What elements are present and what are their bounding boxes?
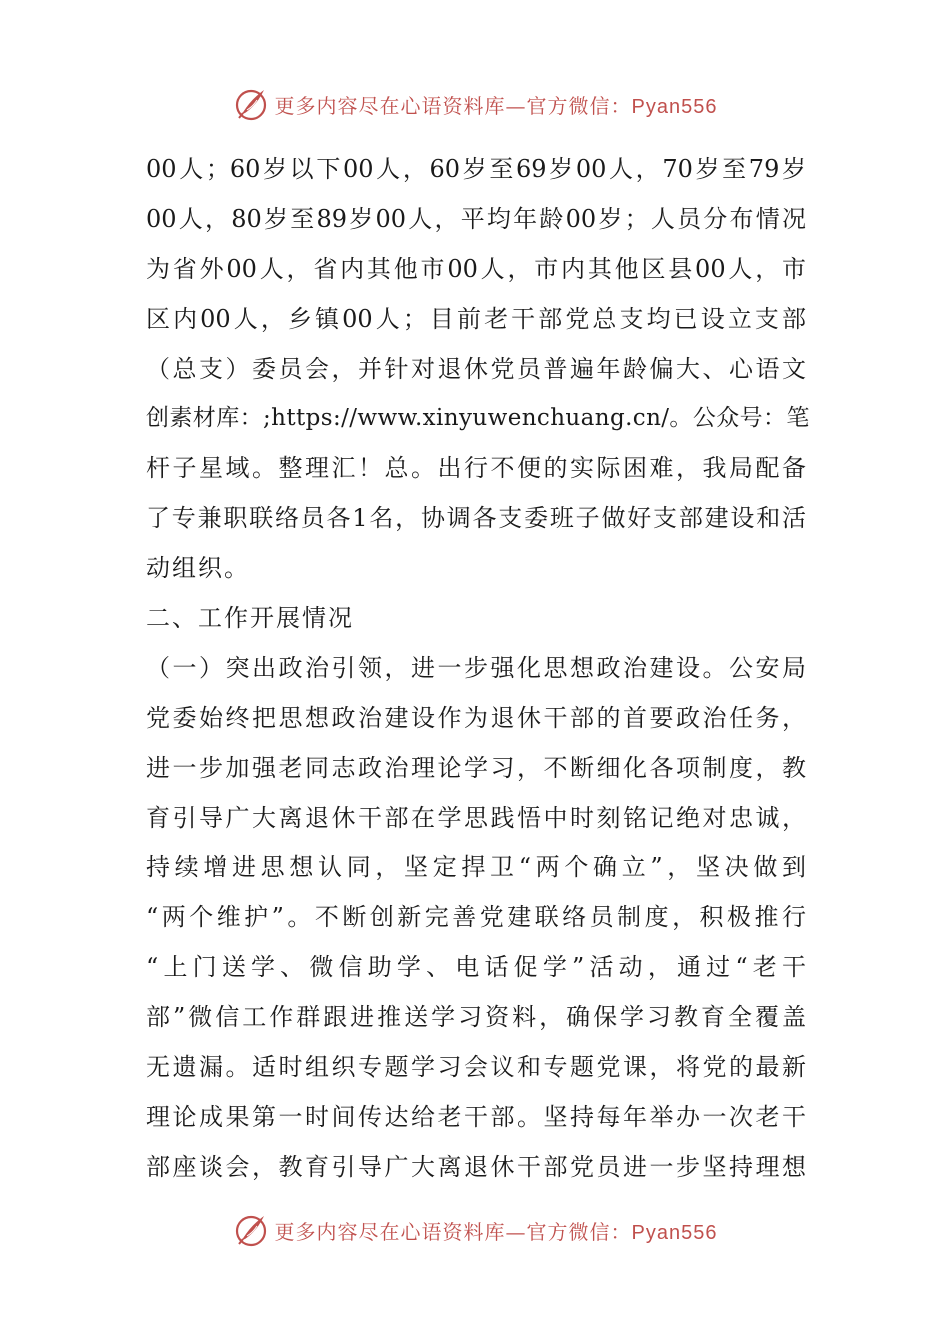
- text-line: （一）突出政治引领，进一步强化思想政治建设。公安局: [146, 653, 806, 682]
- quill-pen-logo-icon: [233, 1212, 269, 1248]
- text-line: 党委始终把思想政治建设作为退休干部的首要政治任务，: [146, 703, 806, 732]
- watermark-text: 更多内容尽在心语资料库—官方微信：Pyan556: [274, 93, 718, 118]
- text-line: 00人，80岁至89岁00人，平均年龄00岁；人员分布情况: [146, 204, 806, 233]
- text-line: “上门送学、微信助学、电话促学”活动，通过“老干: [146, 953, 806, 982]
- text-line: 动组织。: [146, 554, 250, 583]
- text-line: 区内00人，乡镇00人；目前老干部党总支均已设立支部: [146, 304, 806, 333]
- header-watermark: [0, 84, 950, 124]
- quill-pen-logo-icon: [233, 86, 269, 122]
- text-line: 育引导广大离退休干部在学思践悟中时刻铭记绝对忠诚，: [146, 803, 806, 832]
- text-line: 持续增进思想认同，坚定捍卫“两个确立”，坚决做到: [146, 853, 806, 882]
- watermark-wechat-id: Pyan556: [631, 1221, 718, 1244]
- text-line: “两个维护”。不断创新完善党建联络员制度，积极推行: [146, 903, 806, 932]
- text-line: 00人；60岁以下00人，60岁至69岁00人，70岁至79岁: [146, 155, 806, 183]
- text-line: （总支）委员会，并针对退休党员普遍年龄偏大、心语文: [146, 354, 806, 383]
- text-line: 进一步加强老同志政治理论学习，不断细化各项制度，教: [146, 753, 806, 782]
- watermark-wechat-id: Pyan556: [631, 95, 718, 118]
- text-line: 部座谈会，教育引导广大离退休干部党员进一步坚持理想: [146, 1152, 806, 1181]
- text-line: 杆子星域。整理汇！总。出行不便的实际困难，我局配备: [146, 454, 806, 483]
- document-body: [146, 145, 810, 1193]
- text-line: 理论成果第一时间传达给老干部。坚持每年举办一次老干: [146, 1102, 806, 1131]
- text-line: 部”微信工作群跟进推送学习资料，确保学习教育全覆盖: [146, 1003, 806, 1032]
- section-heading: 二、工作开展情况: [146, 604, 354, 633]
- text-line-with-url: 创素材库：;https://www.xinyuwenchuang.cn/。公众号：笔: [146, 405, 810, 432]
- text-line: 了专兼职联络员各1名，协调各支委班子做好支部建设和活: [146, 504, 806, 533]
- watermark-text: 更多内容尽在心语资料库—官方微信：Pyan556: [274, 1219, 718, 1244]
- text-line: 无遗漏。适时组织专题学习会议和专题党课，将党的最新: [146, 1053, 806, 1082]
- footer-watermark: [0, 1210, 950, 1250]
- text-line: 为省外00人，省内其他市00人，市内其他区县00人，市: [146, 254, 806, 283]
